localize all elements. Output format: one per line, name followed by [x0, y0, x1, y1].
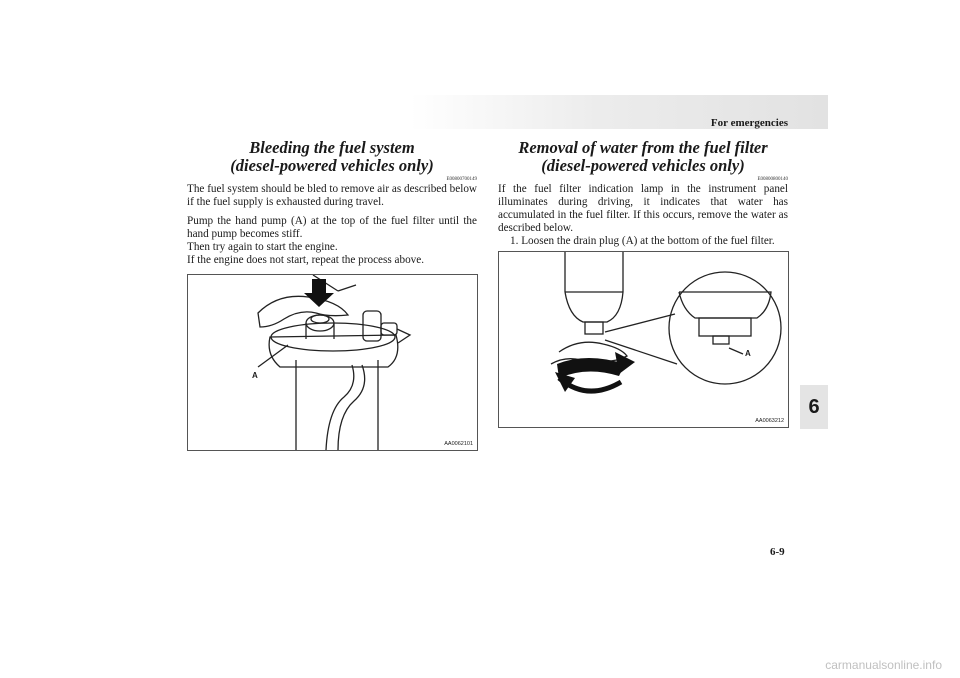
right-figure-code: AA0063212 — [755, 418, 784, 424]
drain-plug-illustration — [499, 252, 788, 427]
page-number: 6-9 — [770, 546, 785, 558]
left-paragraph-2c: If the engine does not start, repeat the process above. — [187, 254, 425, 266]
left-paragraph-2b: Then try again to start the engine. — [187, 241, 338, 253]
section-title: For emergencies — [710, 117, 788, 129]
right-heading-line1: Removal of water from the fuel filter — [518, 138, 768, 157]
pump-label-a: A — [252, 371, 258, 380]
left-column — [187, 139, 477, 267]
right-heading-line2: (diesel-powered vehicles only) — [541, 156, 745, 175]
drain-plug-label-a: A — [745, 349, 751, 358]
right-paragraph-1: If the fuel filter indication lamp in the instrument panel illuminates during driving, it indicates that water has accumulated in the fuel filter. If this occurs, remove the water as described below. — [498, 183, 788, 234]
hand-pump-figure — [187, 274, 478, 451]
right-step-1: 1. Loosen the drain plug (A) at the bottom of the fuel filter. — [510, 235, 775, 247]
hand-pump-illustration — [188, 275, 477, 450]
right-column — [498, 139, 788, 248]
left-paragraph-2: Pump the hand pump (A) at the top of the fuel filter until the hand pump becomes stiff. — [187, 215, 477, 240]
left-section-code: E00800700149 — [446, 177, 477, 182]
chapter-tab: 6 — [800, 385, 828, 429]
right-section-code: E00800800140 — [757, 177, 788, 182]
left-paragraph-1: The fuel system should be bled to remove air as described below if the fuel supply is exhausted during travel. — [187, 183, 477, 208]
left-heading-line1: Bleeding the fuel system — [249, 138, 415, 157]
left-heading-line2: (diesel-powered vehicles only) — [230, 156, 434, 175]
left-figure-code: AA0062101 — [444, 441, 473, 447]
watermark: carmanualsonline.info — [825, 658, 942, 672]
drain-plug-figure — [498, 251, 789, 428]
